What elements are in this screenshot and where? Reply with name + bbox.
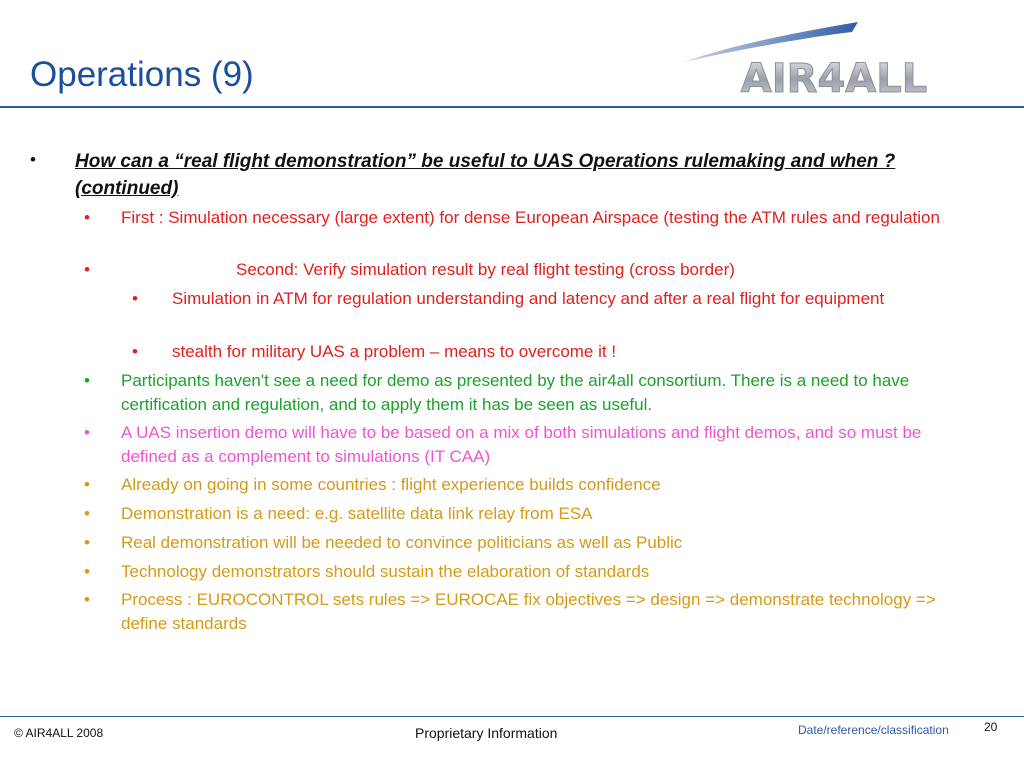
bullet-marker: • bbox=[132, 342, 138, 361]
bullet-marker: • bbox=[84, 562, 90, 581]
bullet-marker: • bbox=[84, 260, 90, 279]
list-item-text: First : Simulation necessary (large extent) for dense European Airspace (testing the ATM rules and regulation bbox=[121, 208, 940, 227]
bullet-marker: • bbox=[84, 590, 90, 609]
bullet-marker: • bbox=[84, 475, 90, 494]
bullet-marker: • bbox=[84, 371, 90, 390]
bullet-marker: • bbox=[132, 289, 138, 308]
list-item-text: Simulation in ATM for regulation understanding and latency and after a real flight for equipment bbox=[172, 289, 885, 308]
footer-divider bbox=[0, 716, 1024, 717]
bullet-marker: • bbox=[84, 504, 90, 523]
list-item-text: Process : EUROCONTROL sets rules => EUROCAE fix objectives => design => demonstrate technology => define standards bbox=[121, 590, 936, 633]
list-item-text: Second: Verify simulation result by real flight testing (cross border) bbox=[236, 260, 735, 279]
air4all-logo bbox=[676, 18, 992, 98]
list-item-text: Participants haven't see a need for demo as presented by the air4all consortium. There is a need to have certification and regulation, and to apply them it has be seen as useful. bbox=[121, 371, 910, 414]
list-item-text: Real demonstration will be needed to convince politicians as well as Public bbox=[121, 533, 683, 552]
footer-copyright: © AIR4ALL 2008 bbox=[14, 726, 104, 740]
main-question: How can a “real flight demonstration” be useful to UAS Operations rulemaking and when ? (continued) bbox=[75, 151, 896, 199]
logo-text: AIR4ALL bbox=[740, 56, 928, 98]
list-item-text: A UAS insertion demo will have to be based on a mix of both simulations and flight demos, and so must be defined as a complement to simulations (IT CAA) bbox=[121, 423, 922, 466]
list-item-text: Already on going in some countries : flight experience builds confidence bbox=[121, 475, 661, 494]
bullet-marker: • bbox=[84, 533, 90, 552]
list-item-text: Demonstration is a need: e.g. satellite data link relay from ESA bbox=[121, 504, 593, 523]
bullet-marker: • bbox=[84, 208, 90, 227]
footer-proprietary: Proprietary Information bbox=[415, 725, 558, 741]
footer-reference: Date/reference/classification bbox=[798, 723, 949, 737]
bullet-marker: • bbox=[30, 150, 36, 169]
page-number: 20 bbox=[984, 720, 998, 734]
bullet-marker: • bbox=[84, 423, 90, 442]
list-item-text: Technology demonstrators should sustain the elaboration of standards bbox=[121, 562, 650, 581]
title-divider bbox=[0, 106, 1024, 108]
slide-title: Operations (9) bbox=[30, 55, 254, 94]
list-item-text: stealth for military UAS a problem – means to overcome it ! bbox=[172, 342, 617, 361]
